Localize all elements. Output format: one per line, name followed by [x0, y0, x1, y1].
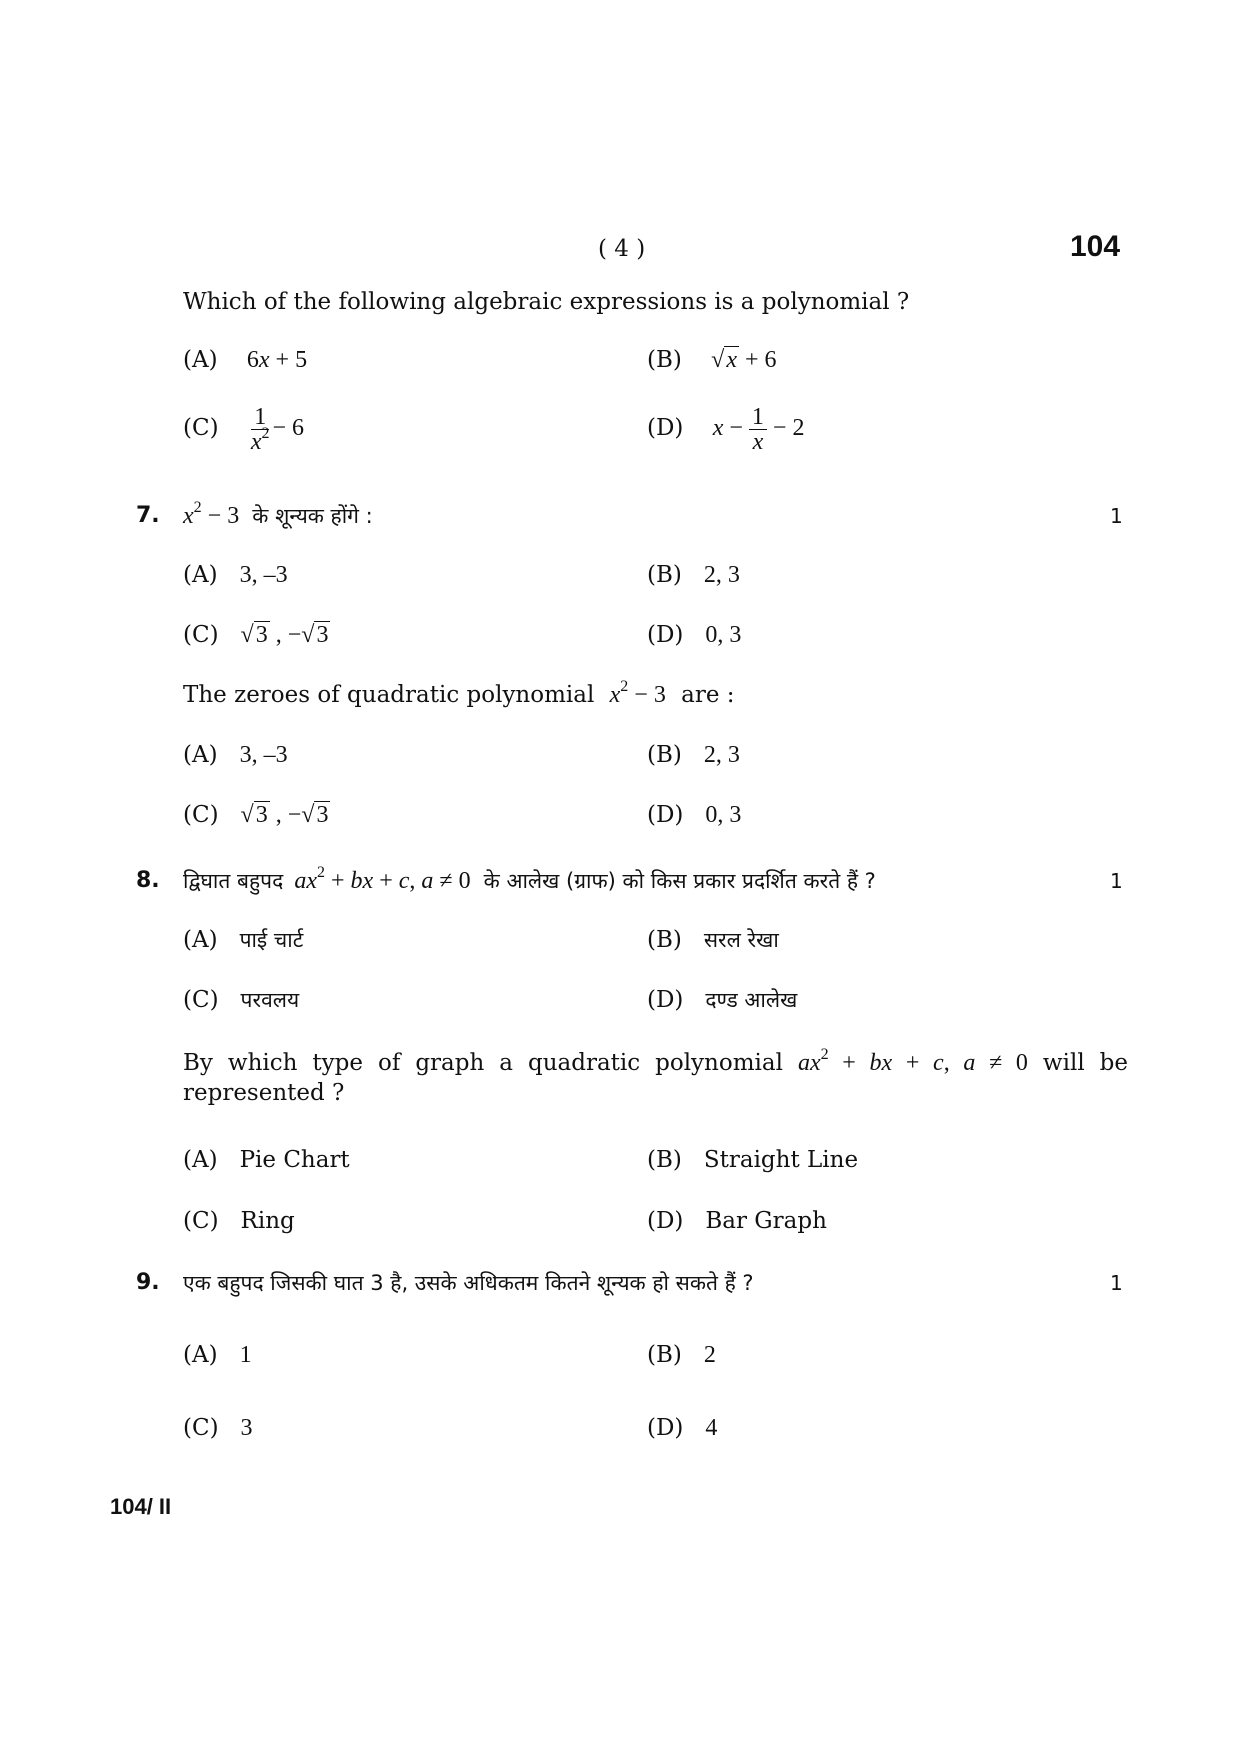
option-value: x − $\frac{1}{x}$ − 2	[712, 404, 805, 455]
option-label: (B)	[647, 347, 682, 373]
q7-text-english: The zeroes of quadratic polynomial $x^2 - 3$ are :	[183, 678, 735, 708]
q8-number: 8.	[136, 868, 160, 893]
q8-option-a-hindi: (A) पाई चार्ट	[183, 927, 304, 953]
option-value: √x + 6	[711, 347, 777, 373]
option-label: (D)	[647, 415, 684, 442]
q7-option-c-english: (C) √3 , −√3	[183, 802, 329, 828]
q7-marks: 1	[1110, 504, 1123, 528]
q8-option-a-english: (A) Pie Chart	[183, 1147, 350, 1173]
q7-option-a-hindi: (A) 3, –3	[183, 562, 288, 588]
q9-option-d: (D) 4	[647, 1415, 718, 1441]
q8-text-hindi: द्विघात बहुपद $ax^2$ + bx + c, a ≠ 0 के आलेख (ग्राफ) को किस प्रकार प्रदर्शित करते हैं ?	[183, 864, 876, 894]
paper-code-header: 104	[1070, 230, 1121, 263]
q8-marks: 1	[1110, 869, 1123, 893]
q8-text-english: By which type of graph a quadratic polynomial $ax^2$ + bx + c, a ≠ 0 will be represented ?	[183, 1046, 1128, 1106]
paper-code-footer: 104/ II	[110, 1494, 172, 1519]
q9-marks: 1	[1110, 1271, 1123, 1295]
option-value: 6x + 5	[246, 347, 308, 373]
q6-option-a	[183, 345, 307, 375]
q9-number: 9.	[136, 1270, 160, 1295]
option-label: (C)	[183, 415, 219, 442]
q7-option-c-hindi: (C) √3 , −√3	[183, 622, 329, 648]
q7-option-d-english: (D) 0, 3	[647, 802, 742, 828]
q7-option-b-english: (B) 2, 3	[647, 742, 740, 768]
q9-option-b: (B) 2	[647, 1342, 716, 1368]
q7-option-a-english: (A) 3, –3	[183, 742, 288, 768]
q8-option-c-english: (C) Ring	[183, 1208, 295, 1234]
page-number: ( 4 )	[598, 236, 646, 262]
q7-option-b-hindi: (B) 2, 3	[647, 562, 740, 588]
q8-option-c-hindi: (C) परवलय	[183, 987, 300, 1013]
q6-option-c	[183, 405, 304, 454]
q7-option-d-hindi: (D) 0, 3	[647, 622, 742, 648]
q8-option-d-hindi: (D) दण्ड आलेख	[647, 987, 798, 1013]
option-label: (A)	[183, 347, 218, 373]
q6-option-b	[647, 345, 777, 375]
q8-option-d-english: (D) Bar Graph	[647, 1208, 827, 1234]
q9-option-a: (A) 1	[183, 1342, 252, 1368]
q7-text-hindi: $x^2 - 3$ के शून्यक होंगे :	[183, 499, 373, 529]
q9-option-c: (C) 3	[183, 1415, 253, 1441]
q6-text-english: Which of the following algebraic expressions is a polynomial ?	[183, 289, 910, 315]
q6-option-d	[647, 405, 804, 454]
q9-text-hindi: एक बहुपद जिसकी घात 3 है, उसके अधिकतम कितने शून्यक हो सकते हैं ?	[183, 1271, 754, 1295]
q8-option-b-english: (B) Straight Line	[647, 1147, 859, 1173]
q8-option-b-hindi: (B) सरल रेखा	[647, 927, 779, 953]
option-value: $\frac{1}{x^2}$ − 6	[250, 404, 305, 455]
q7-number: 7.	[136, 503, 160, 528]
